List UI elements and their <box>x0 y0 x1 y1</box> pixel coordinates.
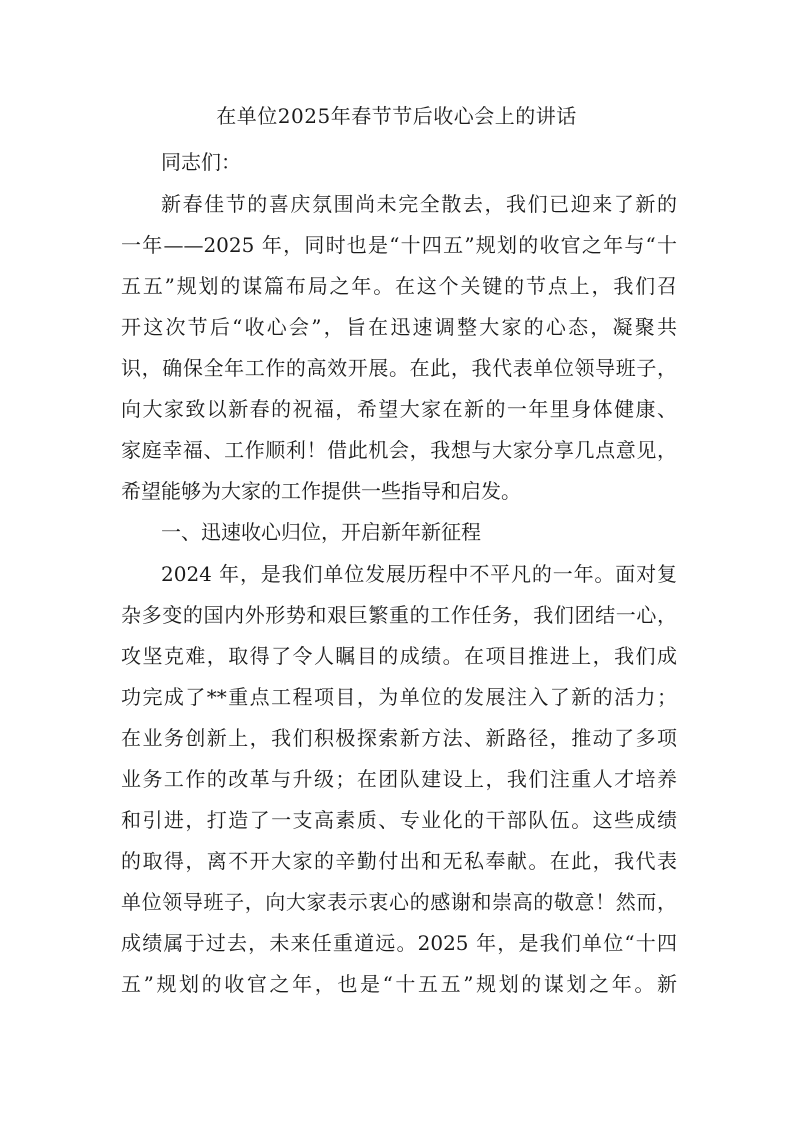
paragraph-line: 五五”规划的谋篇布局之年。在这个关键的节点上，我们召 <box>121 274 677 298</box>
paragraph-line: 的取得，离不开大家的辛勤付出和无私奉献。在此，我代表 <box>121 849 677 873</box>
paragraph-line: 和引进，打造了一支高素质、专业化的干部队伍。这些成绩 <box>121 808 677 832</box>
paragraph-line: 向大家致以新春的祝福，希望大家在新的一年里身体健康、 <box>121 397 677 421</box>
paragraph-line: 成绩属于过去，未来任重道远。2025 年，是我们单位“十四 <box>121 931 677 955</box>
greeting: 同志们： <box>161 150 241 174</box>
paragraph-line: 攻坚克难，取得了令人瞩目的成绩。在项目推进上，我们成 <box>121 644 677 668</box>
paragraph-line: 新春佳节的喜庆氛围尚未完全散去，我们已迎来了新的 <box>161 192 677 216</box>
paragraph-line: 杂多变的国内外形势和艰巨繁重的工作任务，我们团结一心， <box>121 603 677 627</box>
section-heading: 一、迅速收心归位，开启新年新征程 <box>161 520 481 544</box>
paragraph-line: 家庭幸福、工作顺利！借此机会，我想与大家分享几点意见， <box>121 438 677 462</box>
paragraph-line: 五”规划的收官之年，也是“十五五”规划的谋划之年。新 <box>121 972 677 996</box>
paragraph-line: 一年——2025 年，同时也是“十四五”规划的收官之年与“十 <box>121 233 677 257</box>
paragraph-line: 单位领导班子，向大家表示衷心的感谢和崇高的敬意！然而， <box>121 890 677 914</box>
paragraph-line: 业务工作的改革与升级；在团队建设上，我们注重人才培养 <box>121 767 677 791</box>
paragraph-line: 识，确保全年工作的高效开展。在此，我代表单位领导班子， <box>121 356 677 380</box>
paragraph-line: 开这次节后“收心会”，旨在迅速调整大家的心态，凝聚共 <box>121 315 677 339</box>
paragraph-line: 希望能够为大家的工作提供一些指导和启发。 <box>121 479 521 503</box>
paragraph-line: 功完成了**重点工程项目，为单位的发展注入了新的活力； <box>121 685 677 709</box>
paragraph-line: 在业务创新上，我们积极探索新方法、新路径，推动了多项 <box>121 726 677 750</box>
paragraph-line: 2024 年，是我们单位发展历程中不平凡的一年。面对复 <box>161 562 677 586</box>
document-title: 在单位2025年春节节后收心会上的讲话 <box>216 104 577 128</box>
